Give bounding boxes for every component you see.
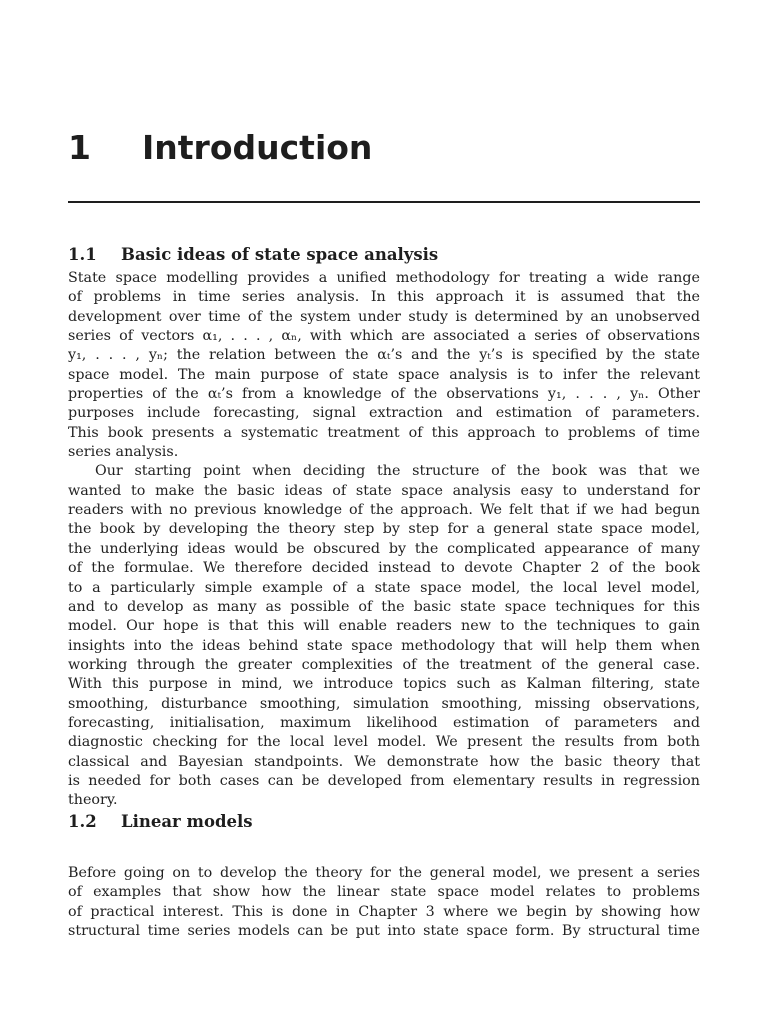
text-line: Our starting point when deciding the structure of the book was that we [95,463,700,480]
chapter-rule [68,201,700,203]
text-line: classical and Bayesian standpoints. We demonstrate how the basic theory that [68,753,700,770]
text-line: This book presents a systematic treatment of this approach to problems of time [68,424,700,441]
text-line: to a particularly simple example of a state space model, the local level model, [68,579,700,596]
section-body-basic-ideas [68,269,700,811]
text-line: wanted to make the basic ideas of state space analysis easy to understand for [68,482,700,499]
chapter-title: Introduction [142,128,373,167]
text-line: structural time series models can be put into state space form. By structural time [68,923,700,940]
text-line: insights into the ideas behind state space methodology that will help them when [68,637,700,654]
text-line: the underlying ideas would be obscured by the complicated appearance of many [68,540,700,557]
section-number: 1.1 [68,245,97,264]
text-line: and to develop as many as possible of the basic state space techniques for this [68,598,700,615]
text-line: purposes include forecasting, signal extraction and estimation of parameters. [68,405,700,422]
text-line: the book by developing the theory step by step for a general state space model, [68,521,700,538]
text-line: forecasting, initialisation, maximum likelihood estimation of parameters and [68,714,700,731]
text-line: properties of the αₜ’s from a knowledge of the observations y₁, . . . , yₙ. Other [68,386,700,403]
text-line: theory. [68,792,118,809]
chapter-heading [68,128,700,178]
text-line: of examples that show how the linear state space model relates to problems [68,884,700,901]
text-line: working through the greater complexities of the treatment of the general case. [68,656,700,673]
section-body-linear-models [68,864,700,941]
section-number: 1.2 [68,812,97,831]
text-line: State space modelling provides a unified methodology for treating a wide range [68,270,700,286]
text-line: is needed for both cases can be developed from elementary results in regression [68,772,700,789]
chapter-number: 1 [68,128,91,167]
text-line: diagnostic checking for the local level model. We present the results from both [68,734,700,751]
text-line: space model. The main purpose of state space analysis is to infer the relevant [68,366,700,383]
section-heading-linear-models [68,812,700,831]
text-line: With this purpose in mind, we introduce topics such as Kalman filtering, state [68,676,700,693]
text-line: Before going on to develop the theory for the general model, we present a series [68,865,700,881]
text-line: development over time of the system under study is determined by an unobserved [68,308,700,325]
text-line: of practical interest. This is done in Chapter 3 where we begin by showing how [68,903,700,920]
text-line: series of vectors α₁, . . . , αₙ, with which are associated a series of observations [68,328,700,345]
text-line: series analysis. [68,444,179,461]
text-line: of problems in time series analysis. In this approach it is assumed that the [68,289,700,306]
section-title: Basic ideas of state space analysis [121,245,439,264]
text-line: smoothing, disturbance smoothing, simulation smoothing, missing observations, [68,695,700,712]
text-line: readers with no previous knowledge of the approach. We felt that if we had begun [68,502,700,519]
text-line: y₁, . . . , yₙ; the relation between the αₜ’s and the yₜ’s is specified by the state [68,347,700,364]
text-line: model. Our hope is that this will enable readers new to the techniques to gain [68,618,700,635]
section-heading-basic-ideas [68,245,700,264]
section-title: Linear models [121,812,253,831]
text-line: of the formulae. We therefore decided instead to devote Chapter 2 of the book [68,560,700,577]
